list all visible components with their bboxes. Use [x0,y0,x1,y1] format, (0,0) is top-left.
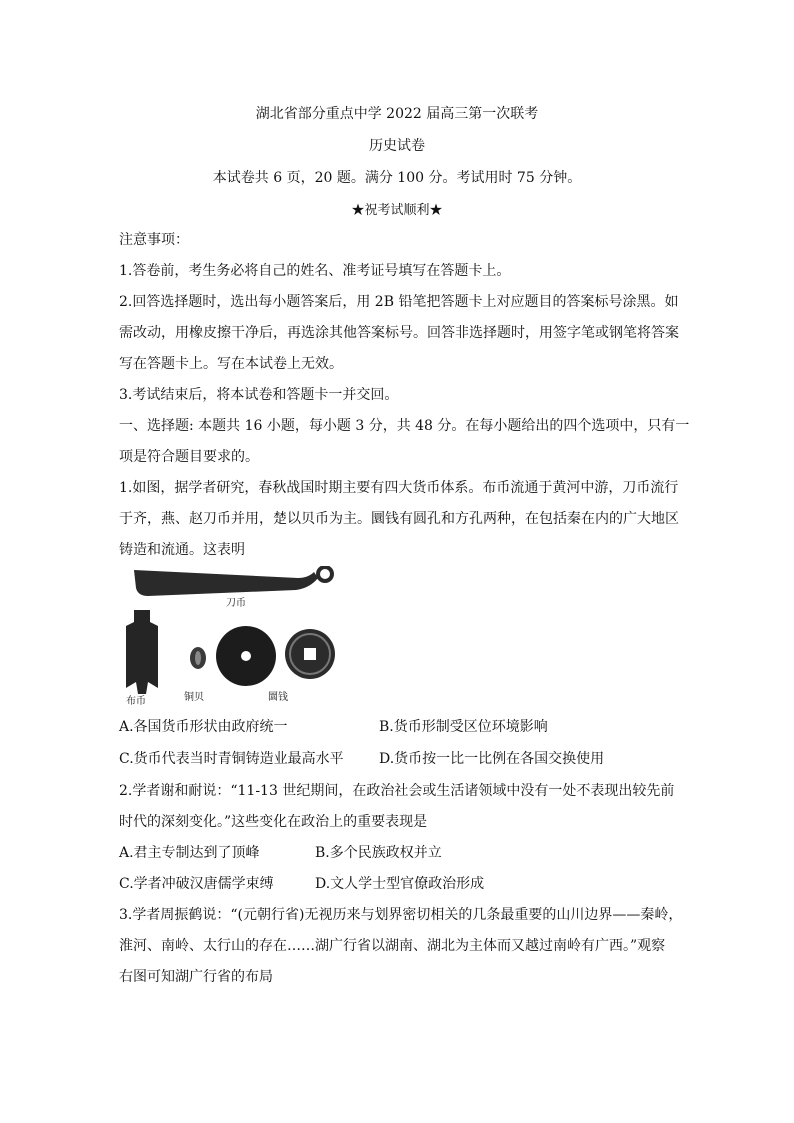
question-1-stem: 铸造和流通。这表明 [119,542,245,558]
question-3-stem: 3.学者周振鹤说：“(元朝行省)无视历来与划界密切相关的几条最重要的山川边界——秦岭， [119,907,683,923]
question-1-option-c: C.货币代表当时青铜铸造业最高水平 [119,751,344,767]
bronze-shell-label: 铜贝 [184,692,204,703]
note-line: 2.回答选择题时，选出每小题答案后，用 2B 铅笔把答题卡上对应题目的答案标号涂黑。如 [119,294,679,310]
notes-heading: 注意事项： [119,232,189,248]
question-3-stem: 淮河、南岭、太行山的存在……湖广行省以湖南、湖北为主体而又越过南岭有广西。”观察 [119,938,666,954]
section-heading-cont: 项是符合题目要求的。 [119,449,259,465]
note-line: 写在答题卡上。写在本试卷上无效。 [119,356,343,372]
knife-coin-ring [318,567,332,581]
question-2-option-a: A.君主专制达到了顶峰 [119,845,260,861]
question-2-option-b: B.多个民族政权并立 [315,845,442,861]
section-heading: 一、选择题: 本题共 16 小题，每小题 3 分，共 48 分。在每小题给出的四个选项中，只有一 [119,418,690,434]
exam-info: 本试卷共 6 页，20 题。满分 100 分。考试用时 75 分钟。 [212,170,582,186]
question-1-option-a: A.各国货币形状由政府统一 [119,719,288,735]
exam-title: 湖北省部分重点中学 2022 届高三第一次联考 [255,106,539,122]
spade-coin-label: 布币 [126,696,146,706]
note-line: 3.考试结束后，将本试卷和答题卡一并交回。 [119,387,399,403]
spade-coin-image [126,610,158,694]
question-2-option-c: C.学者冲破汉唐儒学束缚 [119,876,274,892]
question-2-stem: 时代的深刻变化。”这些变化在政治上的重要表现是 [119,814,428,830]
knife-coin-image [134,570,318,596]
question-1-option-d: D.货币按一比一比例在各国交换使用 [379,751,605,767]
knife-coin-label: 刀币 [226,598,246,609]
note-line: 需改动，用橡皮擦干净后，再选涂其他答案标号。回答非选择题时，用签字笔或钢笔将答案 [119,325,679,341]
question-1-option-b: B.货币形制受区位环境影响 [379,719,548,735]
question-1-stem: 1.如图，据学者研究，春秋战国时期主要有四大货币体系。布币流通于黄河中游，刀币流行 [119,480,679,496]
note-line: 1.答卷前，考生务必将自己的姓名、准考证号填写在答题卡上。 [119,263,511,279]
ancient-coins-figure [118,566,340,706]
question-1-stem: 于齐，燕、赵刀币并用，楚以贝币为主。圜钱有圆孔和方孔两种，在包括秦在内的广大地区 [119,511,679,527]
question-2-stem: 2.学者谢和耐说：“11-13 世纪期间，在政治社会或生活诸领域中没有一处不表现出较先前 [119,783,675,799]
exam-subject: 历史试卷 [369,138,425,154]
question-2-option-d: D.文人学士型官僚政治形成 [315,876,485,892]
round-coin-label: 圜钱 [268,692,288,703]
question-3-stem: 右图可知湖广行省的布局 [119,969,273,985]
exam-blessing: ★祝考试顺利★ [351,203,443,218]
